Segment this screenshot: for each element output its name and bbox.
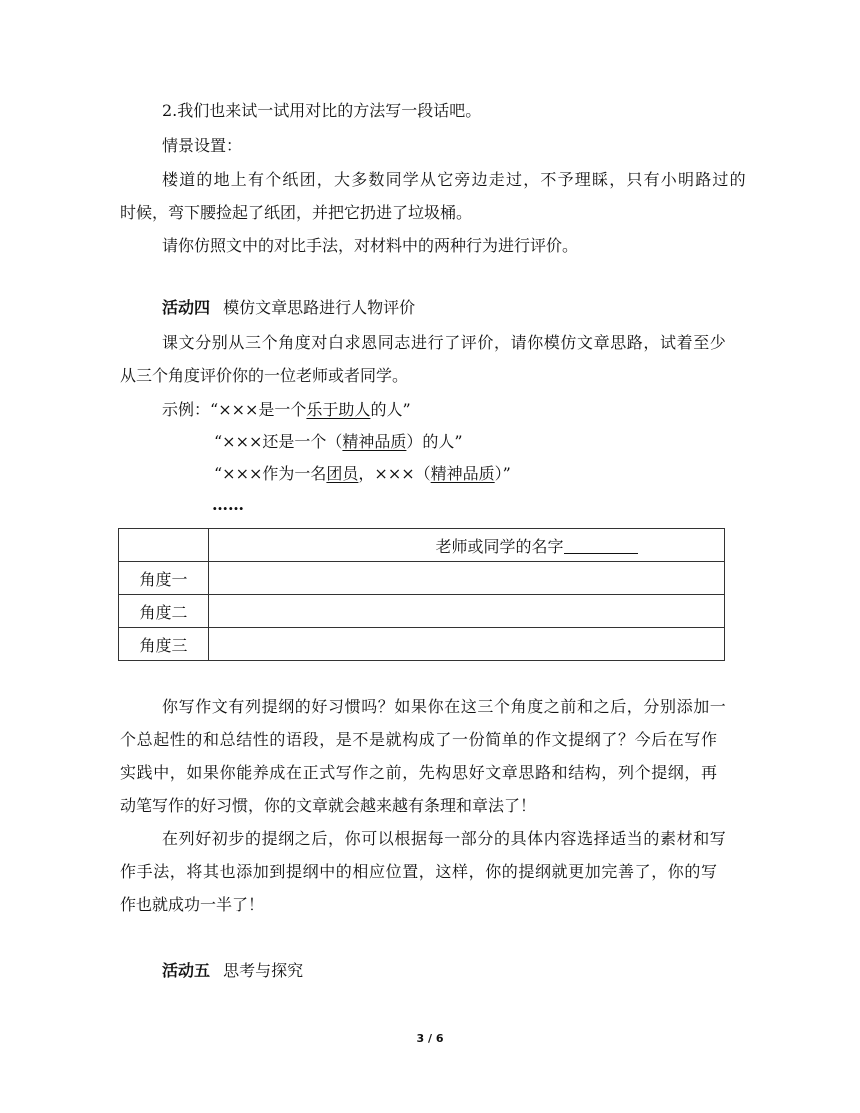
example3-pre: “×××作为一名 [214, 464, 327, 483]
q2-setting-label: 情景设置： [162, 136, 243, 155]
table-header-row [119, 529, 725, 562]
table-header-cell [209, 529, 725, 562]
example1-pre: “×××是一个 [210, 400, 307, 419]
example-ellipsis: …… [212, 495, 244, 514]
outline-p1-line3: 实践中，如果你能养成在正式写作之前，先构思好文章思路和结构，列个提纲，再 [120, 763, 718, 782]
page-number: 3 / 6 [416, 1032, 444, 1045]
example3-mid: ，×××（ [358, 464, 431, 483]
example1-underline: 乐于助人 [306, 400, 371, 419]
outline-p2-line3: 作也就成功一半了！ [120, 895, 265, 914]
activity4-heading: 活动四 [162, 298, 211, 317]
table-row [119, 562, 725, 595]
example-label: 示例： [162, 400, 211, 419]
name-blank[interactable] [564, 537, 638, 554]
activity5-subtitle: 思考与探究 [223, 961, 304, 980]
outline-p1-line4: 动笔写作的好习惯，你的文章就会越来越有条理和章法了！ [120, 796, 537, 815]
outline-p2-line1: 在列好初步的提纲之后，你可以根据每一部分的具体内容选择适当的素材和写 [162, 829, 727, 848]
row-answer-cell[interactable] [209, 628, 725, 661]
outline-p1-line1: 你写作文有列提纲的好习惯吗？如果你在这三个角度之前和之后，分别添加一 [162, 697, 727, 716]
activity5-title [162, 961, 303, 981]
example3-underline2: 精神品质 [430, 464, 495, 483]
q2-title: 2.我们也来试一试用对比的方法写一段话吧。 [162, 101, 482, 120]
example-line2 [214, 432, 463, 452]
activity5-heading: 活动五 [162, 961, 211, 980]
example2-post: ）的人” [406, 432, 463, 451]
outline-p1-line2: 个总起性的和总结性的语段，是不是就构成了一份简单的作文提纲了？今后在写作 [120, 730, 718, 749]
table-row [119, 628, 725, 661]
row-answer-cell[interactable] [209, 562, 725, 595]
activity4-para-line2: 从三个角度评价你的一位老师或者同学。 [120, 366, 409, 385]
activity4-subtitle: 模仿文章思路进行人物评价 [223, 298, 416, 317]
table-row [119, 595, 725, 628]
example-line1 [162, 400, 411, 420]
q2-scene-line2: 时候，弯下腰捡起了纸团，并把它扔进了垃圾桶。 [120, 203, 473, 222]
outline-p2-line2: 作手法，将其也添加到提纲中的相应位置，这样，你的提纲就更加完善了，你的写 [120, 862, 718, 881]
example-line3 [214, 464, 511, 484]
activity4-title [162, 298, 415, 318]
activity4-para-line1: 课文分别从三个角度对白求恩同志进行了评价，请你模仿文章思路，试着至少 [162, 333, 727, 352]
row-answer-cell[interactable] [209, 595, 725, 628]
example3-underline1: 团员 [326, 464, 359, 483]
example1-post: 的人” [370, 400, 411, 419]
row-label: 角度三 [119, 628, 209, 661]
example3-post: ）” [494, 464, 511, 483]
table-corner-cell [119, 529, 209, 562]
example2-underline: 精神品质 [342, 432, 407, 451]
q2-scene-line1: 楼道的地上有个纸团，大多数同学从它旁边走过，不予理睬，只有小明路过的 [162, 170, 747, 189]
evaluation-table [118, 528, 725, 661]
row-label: 角度一 [119, 562, 209, 595]
q2-instruction: 请你仿照文中的对比手法，对材料中的两种行为进行评价。 [162, 236, 579, 255]
example2-pre: “×××还是一个（ [214, 432, 343, 451]
table-header-label: 老师或同学的名字 [435, 536, 564, 556]
row-label: 角度二 [119, 595, 209, 628]
